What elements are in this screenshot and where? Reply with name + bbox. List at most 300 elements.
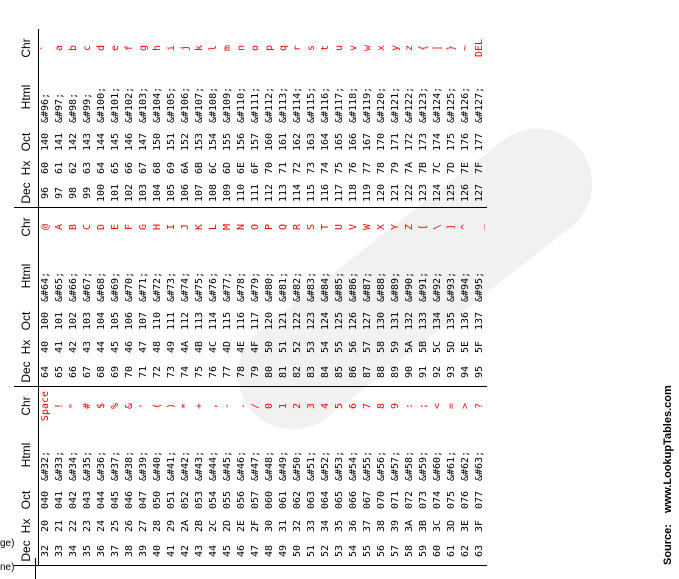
cut-off-text-lower: ne)	[0, 562, 15, 573]
cell-html: &#70;	[124, 271, 135, 302]
cell-chr: 2	[292, 402, 303, 410]
cell-html: &#122;	[404, 86, 415, 123]
cell-chr: I	[166, 223, 177, 231]
cell-chr: o	[250, 44, 261, 52]
cell-html: &#77;	[222, 271, 233, 302]
cell-dec: 103	[137, 179, 151, 208]
cell-oct: 121	[278, 311, 289, 331]
cell-html: &#32;	[40, 450, 51, 481]
cell-html: &#34;	[68, 450, 79, 481]
cell-dec: 39	[137, 537, 151, 566]
cell-oct: 163	[306, 132, 317, 152]
cell-hx: 3E	[460, 519, 471, 533]
cell-hx: 5E	[460, 340, 471, 354]
cell-chr: T	[320, 223, 331, 231]
cell-oct: 137	[474, 311, 485, 331]
cell-oct: 073	[418, 490, 429, 510]
cell-chr: +	[194, 402, 205, 410]
header-oct: Oct	[14, 485, 39, 515]
cell-html: &#105;	[166, 86, 177, 123]
cell-html: &#79;	[250, 271, 261, 302]
cell-dec: 73	[165, 358, 179, 387]
header-chr: Chr	[14, 29, 39, 67]
cell-html: &#57;	[390, 450, 401, 481]
cell-chr: Y	[390, 223, 401, 231]
cell-hx: 2F	[250, 519, 261, 533]
cell-chr: `	[40, 44, 51, 52]
cell-oct: 066	[348, 490, 359, 510]
cell-oct: 125	[334, 311, 345, 331]
cell-oct: 165	[334, 132, 345, 152]
table-row	[473, 29, 487, 566]
cell-dec: 79	[249, 358, 263, 387]
cell-hx: 32	[292, 519, 303, 533]
table-row	[221, 29, 235, 566]
cell-chr: n	[236, 44, 247, 52]
cell-hx: 7D	[446, 161, 457, 175]
cell-hx: 67	[138, 161, 149, 175]
cell-oct: 176	[460, 132, 471, 152]
cell-dec: 56	[375, 537, 389, 566]
cell-oct: 057	[250, 490, 261, 510]
cell-oct: 112	[180, 311, 191, 331]
cell-dec: 68	[95, 358, 109, 387]
cell-dec: 63	[473, 537, 487, 566]
cell-oct: 113	[194, 311, 205, 331]
table-row	[151, 29, 165, 566]
table-row	[235, 29, 249, 566]
cell-html: &#94;	[460, 271, 471, 302]
cell-oct: 064	[320, 490, 331, 510]
cell-chr: ?	[474, 402, 485, 410]
cell-oct: 135	[446, 311, 457, 331]
cell-chr: %	[110, 402, 121, 410]
cell-dec: 108	[207, 179, 221, 208]
cell-oct: 103	[82, 311, 93, 331]
cell-dec: 72	[151, 358, 165, 387]
cell-html: &#45;	[222, 450, 233, 481]
cell-html: &#117;	[334, 86, 345, 123]
cell-oct: 071	[390, 490, 401, 510]
cell-chr: [	[418, 223, 429, 231]
cell-chr: <	[432, 402, 443, 410]
cell-dec: 97	[53, 179, 67, 208]
cell-chr: c	[82, 44, 93, 52]
cell-oct: 054	[208, 490, 219, 510]
cell-oct: 107	[138, 311, 149, 331]
cell-oct: 155	[222, 132, 233, 152]
cell-hx: 49	[166, 340, 177, 354]
cell-hx: 75	[334, 161, 345, 175]
cell-chr: d	[96, 44, 107, 52]
cell-html: &#92;	[432, 271, 443, 302]
cell-oct: 043	[82, 490, 93, 510]
cell-dec: 124	[431, 179, 445, 208]
cell-html: &#82;	[292, 271, 303, 302]
cell-hx: 79	[390, 161, 401, 175]
cell-dec: 104	[151, 179, 165, 208]
cell-oct: 053	[194, 490, 205, 510]
cell-html: &#123;	[418, 86, 429, 123]
cell-oct: 160	[264, 132, 275, 152]
cell-hx: 7E	[460, 161, 471, 175]
cell-chr: P	[264, 223, 275, 231]
cell-hx: 3C	[432, 519, 443, 533]
cell-dec: 120	[375, 179, 389, 208]
cell-dec: 62	[459, 537, 473, 566]
cell-html: &#120;	[376, 86, 387, 123]
cell-hx: 4E	[236, 340, 247, 354]
cell-hx: 44	[96, 340, 107, 354]
cell-chr: H	[152, 223, 163, 231]
cell-oct: 114	[208, 311, 219, 331]
source-site: www.LookupTables.com	[662, 385, 674, 513]
cell-hx: 74	[320, 161, 331, 175]
cell-hx: 70	[264, 161, 275, 175]
cell-dec: 107	[193, 179, 207, 208]
cell-chr: u	[334, 44, 345, 52]
table-row	[347, 29, 361, 566]
cell-html: &#104;	[152, 86, 163, 123]
cell-html: &#36;	[96, 450, 107, 481]
cell-dec: 49	[277, 537, 291, 566]
cell-oct: 076	[460, 490, 471, 510]
cell-chr: q	[278, 44, 289, 52]
cell-html: &#87;	[362, 271, 373, 302]
header-dec: Dec	[14, 358, 39, 387]
cell-html: &#124;	[432, 86, 443, 123]
cell-chr: y	[390, 44, 401, 52]
cell-html: &#38;	[124, 450, 135, 481]
cell-html: &#108;	[208, 86, 219, 123]
cell-html: &#49;	[278, 450, 289, 481]
cell-oct: 101	[54, 311, 65, 331]
cell-chr: D	[96, 223, 107, 231]
cell-chr: \	[432, 223, 443, 231]
cell-html: &#115;	[306, 86, 317, 123]
cell-dec: 112	[263, 179, 277, 208]
cell-html: &#64;	[40, 271, 51, 302]
table-row	[305, 29, 319, 566]
cell-hx: 4A	[180, 340, 191, 354]
ascii-table	[14, 29, 487, 566]
cell-html: &#41;	[166, 450, 177, 481]
cell-html: &#69;	[110, 271, 121, 302]
cell-oct: 050	[152, 490, 163, 510]
table-row	[417, 29, 431, 566]
cell-hx: 7F	[474, 161, 485, 175]
cell-oct: 172	[404, 132, 415, 152]
cell-hx: 6F	[250, 161, 261, 175]
cell-hx: 4C	[208, 340, 219, 354]
header-hx: Hx	[14, 336, 39, 358]
cell-chr: C	[82, 223, 93, 231]
cell-hx: 35	[334, 519, 345, 533]
cell-hx: 48	[152, 340, 163, 354]
cell-dec: 35	[81, 537, 95, 566]
cell-html: &#89;	[390, 271, 401, 302]
cell-oct: 133	[418, 311, 429, 331]
cell-hx: 42	[68, 340, 79, 354]
cell-dec: 99	[81, 179, 95, 208]
cell-chr: 0	[264, 402, 275, 410]
cell-hx: 28	[152, 519, 163, 533]
table-row	[319, 29, 333, 566]
cell-html: &#44;	[208, 450, 219, 481]
cell-hx: 20	[40, 519, 51, 533]
cell-chr: ~	[460, 44, 471, 52]
header-oct: Oct	[14, 306, 39, 336]
cell-chr: &	[124, 402, 135, 410]
table-row	[165, 29, 179, 566]
cell-hx: 3A	[404, 519, 415, 533]
cell-oct: 171	[390, 132, 401, 152]
cell-dec: 118	[347, 179, 361, 208]
cell-html: &#40;	[152, 450, 163, 481]
cell-hx: 59	[390, 340, 401, 354]
header-html: Html	[14, 246, 39, 306]
cell-oct: 126	[348, 311, 359, 331]
cell-hx: 2E	[236, 519, 247, 533]
cell-chr: f	[124, 44, 135, 52]
table-row	[39, 29, 54, 566]
cell-html: &#83;	[306, 271, 317, 302]
table-row	[277, 29, 291, 566]
cell-chr: Space	[40, 390, 51, 422]
cell-hx: 73	[306, 161, 317, 175]
cell-chr: :	[404, 402, 415, 410]
header-html: Html	[14, 425, 39, 485]
cell-dec: 76	[207, 358, 221, 387]
cell-html: &#126;	[460, 86, 471, 123]
cell-chr: G	[138, 223, 149, 231]
cell-html: &#107;	[194, 86, 205, 123]
cell-oct: 131	[390, 311, 401, 331]
cell-html: &#106;	[180, 86, 191, 123]
table-row	[431, 29, 445, 566]
cell-oct: 162	[292, 132, 303, 152]
cell-oct: 104	[96, 311, 107, 331]
cell-oct: 102	[68, 311, 79, 331]
cell-hx: 5A	[404, 340, 415, 354]
table-body	[39, 29, 488, 566]
cell-oct: 060	[264, 490, 275, 510]
cell-dec: 83	[305, 358, 319, 387]
cell-oct: 164	[320, 132, 331, 152]
cell-html: &#127;	[474, 86, 485, 123]
cell-oct: 106	[124, 311, 135, 331]
cell-oct: 136	[460, 311, 471, 331]
cell-hx: 6D	[222, 161, 233, 175]
cell-html: &#47;	[250, 450, 261, 481]
cell-chr: L	[208, 223, 219, 231]
cell-chr: =	[446, 402, 457, 410]
cell-dec: 38	[123, 537, 137, 566]
cell-dec: 126	[459, 179, 473, 208]
table-row	[361, 29, 375, 566]
cell-chr: W	[362, 223, 373, 231]
cell-chr: m	[222, 44, 233, 52]
cell-hx: 78	[376, 161, 387, 175]
cell-hx: 5F	[474, 340, 485, 354]
cell-dec: 65	[53, 358, 67, 387]
cell-oct: 105	[110, 311, 121, 331]
cell-chr: z	[404, 44, 415, 52]
cell-html: &#75;	[194, 271, 205, 302]
cell-hx: 64	[96, 161, 107, 175]
cell-hx: 23	[82, 519, 93, 533]
cell-oct: 140	[40, 132, 51, 152]
cell-chr: 3	[306, 402, 317, 410]
cell-dec: 125	[445, 179, 459, 208]
cell-oct: 124	[320, 311, 331, 331]
cell-oct: 170	[376, 132, 387, 152]
cell-oct: 153	[194, 132, 205, 152]
cell-oct: 063	[306, 490, 317, 510]
cell-chr: E	[110, 223, 121, 231]
cell-dec: 64	[39, 358, 54, 387]
cell-dec: 95	[473, 358, 487, 387]
cell-hx: 6E	[236, 161, 247, 175]
cell-dec: 34	[67, 537, 81, 566]
table-row	[333, 29, 347, 566]
table-row	[249, 29, 263, 566]
cell-html: &#103;	[138, 86, 149, 123]
cell-hx: 22	[68, 519, 79, 533]
cell-chr: M	[222, 223, 233, 231]
cell-hx: 57	[362, 340, 373, 354]
cell-html: &#33;	[54, 450, 65, 481]
cell-oct: 051	[166, 490, 177, 510]
cell-html: &#81;	[278, 271, 289, 302]
cell-dec: 96	[39, 179, 54, 208]
table-row	[53, 29, 67, 566]
cell-chr: -	[222, 402, 233, 410]
cell-chr: 1	[278, 402, 289, 410]
cell-dec: 111	[249, 179, 263, 208]
cell-oct: 070	[376, 490, 387, 510]
cell-chr: r	[292, 44, 303, 52]
cell-dec: 84	[319, 358, 333, 387]
cell-chr: O	[250, 223, 261, 231]
cell-chr: 9	[390, 402, 401, 410]
cell-hx: 3B	[418, 519, 429, 533]
cell-html: &#50;	[292, 450, 303, 481]
cell-dec: 101	[109, 179, 123, 208]
cell-hx: 56	[348, 340, 359, 354]
cell-html: &#98;	[68, 92, 79, 123]
cell-chr: N	[236, 223, 247, 231]
cell-chr: ^	[460, 223, 471, 231]
cell-hx: 31	[278, 519, 289, 533]
table-row	[459, 29, 473, 566]
cell-dec: 94	[459, 358, 473, 387]
cell-dec: 50	[291, 537, 305, 566]
cell-oct: 141	[54, 132, 65, 152]
cell-oct: 147	[138, 132, 149, 152]
cell-dec: 88	[375, 358, 389, 387]
cell-hx: 2A	[180, 519, 191, 533]
cell-dec: 40	[151, 537, 165, 566]
cell-html: &#62;	[460, 450, 471, 481]
cell-hx: 7C	[432, 161, 443, 175]
cell-dec: 74	[179, 358, 193, 387]
cell-dec: 32	[39, 537, 54, 566]
cell-html: &#43;	[194, 450, 205, 481]
cell-hx: 21	[54, 519, 65, 533]
cell-hx: 7A	[404, 161, 415, 175]
cell-hx: 66	[124, 161, 135, 175]
cell-html: &#72;	[152, 271, 163, 302]
cell-chr: K	[194, 223, 205, 231]
cell-dec: 52	[319, 537, 333, 566]
cell-hx: 50	[264, 340, 275, 354]
cell-hx: 77	[362, 161, 373, 175]
cell-hx: 33	[306, 519, 317, 533]
cell-html: &#66;	[68, 271, 79, 302]
header-hx: Hx	[14, 515, 39, 537]
cell-chr: 7	[362, 402, 373, 410]
cell-hx: 52	[292, 340, 303, 354]
cell-chr: b	[68, 44, 79, 52]
cell-dec: 46	[235, 537, 249, 566]
cell-oct: 132	[404, 311, 415, 331]
cell-chr: _	[474, 223, 485, 231]
cell-dec: 127	[473, 179, 487, 208]
cell-html: &#84;	[320, 271, 331, 302]
cell-chr: e	[110, 44, 121, 52]
cell-dec: 82	[291, 358, 305, 387]
source-label: Source:	[662, 524, 674, 565]
cell-html: &#51;	[306, 450, 317, 481]
cell-oct: 044	[96, 490, 107, 510]
cell-chr: 4	[320, 402, 331, 410]
cell-dec: 114	[291, 179, 305, 208]
cell-dec: 122	[403, 179, 417, 208]
cell-hx: 36	[348, 519, 359, 533]
cell-html: &#78;	[236, 271, 247, 302]
cell-dec: 41	[165, 537, 179, 566]
cell-hx: 5B	[418, 340, 429, 354]
header-hx: Hx	[14, 157, 39, 179]
cell-oct: 115	[222, 311, 233, 331]
cell-html: &#54;	[348, 450, 359, 481]
cell-html: &#80;	[264, 271, 275, 302]
cell-chr: i	[166, 44, 177, 52]
cell-html: &#85;	[334, 271, 345, 302]
cell-hx: 40	[40, 340, 51, 354]
cell-dec: 77	[221, 358, 235, 387]
header-oct: Oct	[14, 127, 39, 157]
cell-hx: 34	[320, 519, 331, 533]
cell-html: &#58;	[404, 450, 415, 481]
table-row	[207, 29, 221, 566]
cell-chr: {	[418, 44, 429, 52]
cell-html: &#48;	[264, 450, 275, 481]
cell-oct: 067	[362, 490, 373, 510]
table-row	[109, 29, 123, 566]
cell-html: &#55;	[362, 450, 373, 481]
cell-html: &#37;	[110, 450, 121, 481]
cell-chr: U	[334, 223, 345, 231]
cell-dec: 115	[305, 179, 319, 208]
cell-oct: 122	[292, 311, 303, 331]
cell-dec: 45	[221, 537, 235, 566]
cell-dec: 87	[361, 358, 375, 387]
cell-chr: F	[124, 223, 135, 231]
cell-oct: 046	[124, 490, 135, 510]
cell-chr: a	[54, 44, 65, 52]
